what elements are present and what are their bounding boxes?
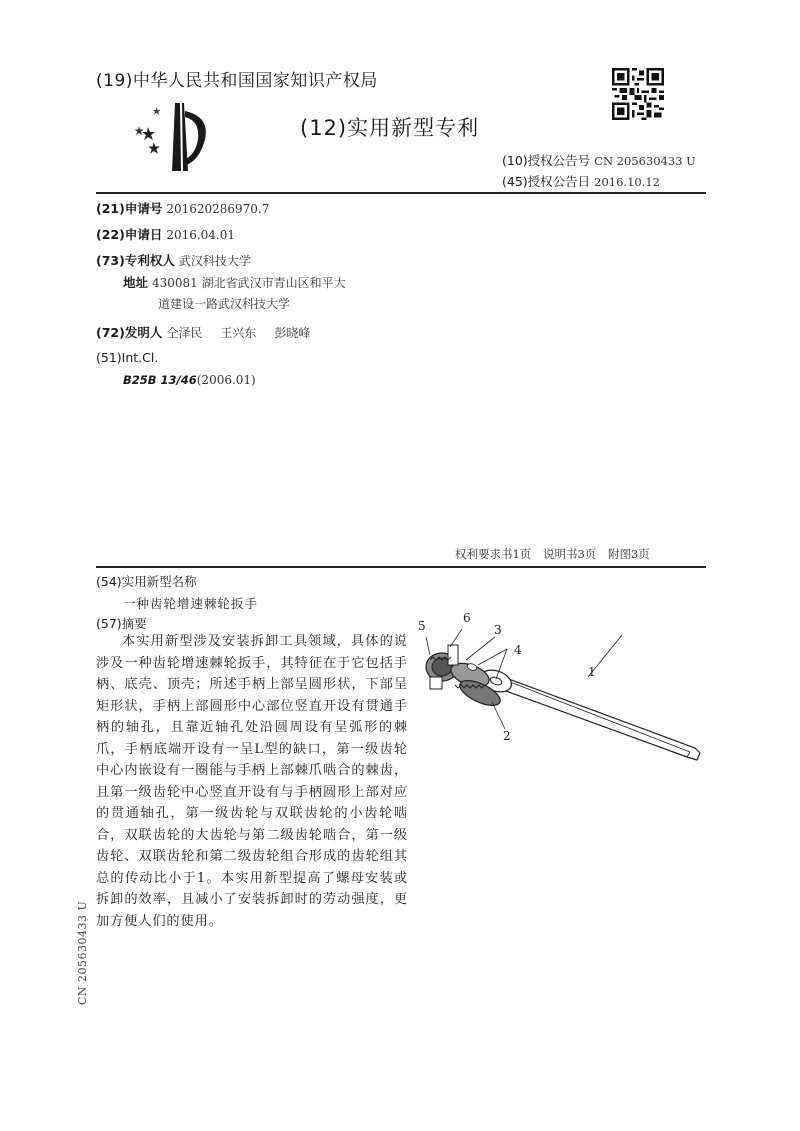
- application-date: [96, 225, 235, 243]
- application-date-value: 2016.04.01: [166, 228, 236, 242]
- inventor-name: 仝泽民: [166, 326, 203, 340]
- header-divider: [96, 192, 706, 194]
- application-number-value: 201620286970.7: [166, 202, 270, 216]
- address-line-1: 430081 湖北省武汉市青山区和平大: [152, 276, 346, 290]
- inventor-name: 彭晓峰: [274, 326, 311, 340]
- document-type: (12)实用新型专利: [300, 116, 480, 140]
- int-cl-label: (51)Int.Cl.: [96, 350, 159, 365]
- application-date-label: (22)申请日: [96, 227, 163, 242]
- application-number-label: (21)申请号: [96, 201, 163, 216]
- abstract-text: 本实用新型涉及安装拆卸工具领域，具体的说涉及一种齿轮增速棘轮扳手，其特征在于它包括手柄、底壳、顶壳；所述手柄上部呈圆形状，下部呈矩形状，手柄上部圆形中心部位竖直开设有贯通手柄的轴孔，且靠近轴孔处沿圆周设有呈弧形的棘爪，手柄底端开设有一呈L型的缺口，第一级齿轮中心内嵌设有一圈能与手柄上部棘爪啮合的棘齿，且第一级齿轮中心竖直开设有与手柄圆形上部对应的贯通轴孔，第一级齿轮与双联齿轮的小齿轮啮合，双联齿轮的大齿轮与第二级齿轮啮合，第一级齿轮、双联齿轮和第二级齿轮组合形成的齿轮组其总的传动比小于1。本实用新型提高了螺母安装或拆卸的效率，且减小了安装拆卸时的劳动强度，更加方便人们的使用。: [96, 634, 408, 929]
- address-line-2: 道建设一路武汉科技大学: [158, 297, 291, 311]
- wrench-handle: [478, 666, 700, 760]
- int-cl: [96, 350, 158, 365]
- int-cl-classification: [123, 372, 256, 387]
- utility-model-title: 一种齿轮增速棘轮扳手: [123, 596, 259, 611]
- qr-code-icon: [612, 68, 664, 120]
- page-counts: 权利要求书1页 说明书3页 附图3页: [455, 547, 650, 561]
- publication-date: [502, 172, 660, 190]
- figure-label-2: 2: [503, 729, 511, 743]
- patentee-value: 武汉科技大学: [178, 254, 251, 268]
- inventors: [96, 323, 310, 341]
- figure-label-5: 5: [418, 619, 426, 633]
- issuing-office: (19)中华人民共和国国家知识产权局: [96, 71, 378, 91]
- abstract-label: (57)摘要: [96, 616, 147, 631]
- inventors-label: (72)发明人: [96, 325, 163, 340]
- publication-number-value: CN 205630433 U: [594, 154, 696, 168]
- patentee: [96, 251, 251, 269]
- publication-number-label: (10)授权公告号: [502, 153, 591, 168]
- int-cl-version: (2006.01): [196, 373, 256, 387]
- patentee-label: (73)专利权人: [96, 253, 175, 268]
- utility-model-title-label: (54)实用新型名称: [96, 574, 197, 589]
- address-continued: [158, 295, 290, 312]
- cnipa-logo-icon: [130, 103, 206, 173]
- application-number: [96, 199, 269, 217]
- int-cl-code: B25B 13/46: [123, 373, 197, 387]
- publication-date-value: 2016.10.12: [594, 175, 661, 189]
- ratchet-wrench-figure: [410, 605, 720, 765]
- address-label: 地址: [123, 275, 149, 290]
- publication-date-label: (45)授权公告日: [502, 174, 591, 189]
- figure-label-6: 6: [463, 611, 471, 625]
- side-publication-number: CN 205630433 U: [76, 900, 89, 1005]
- figure-label-4: 4: [514, 643, 522, 657]
- figure-label-1: 1: [588, 665, 596, 679]
- address: [123, 273, 346, 291]
- inventor-name: 王兴东: [220, 326, 257, 340]
- publication-number: [502, 151, 696, 169]
- figure-label-3: 3: [494, 623, 502, 637]
- section-divider: [96, 566, 706, 568]
